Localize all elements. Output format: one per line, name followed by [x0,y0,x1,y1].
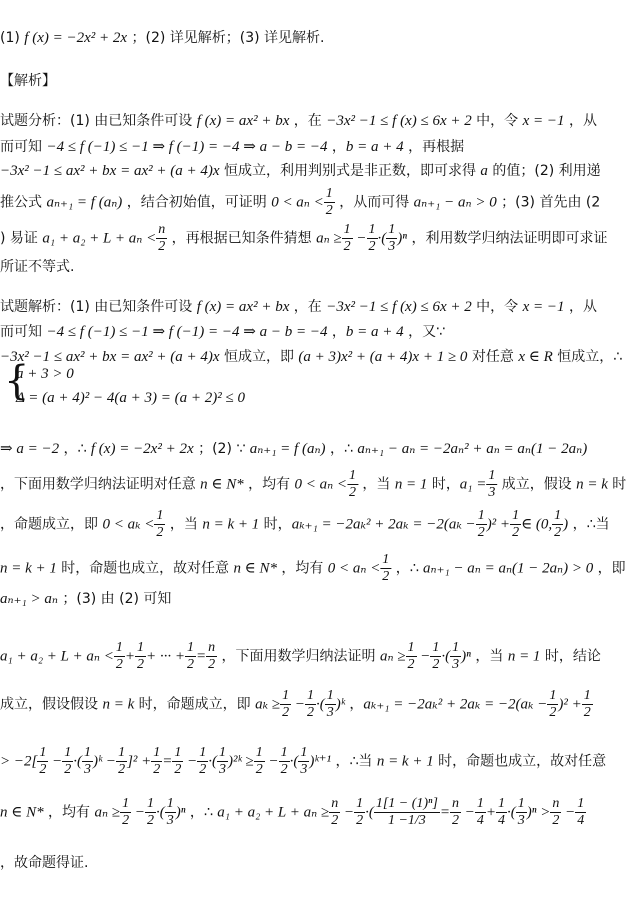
text: ，在 [289,113,327,129]
fraction: $\frac{1}{2}$ [39,745,47,777]
text: ，当 [165,516,203,533]
text: 而可知 [0,324,47,340]
formula: = [162,753,173,770]
fraction: $\frac{1}{2}$ [136,640,144,672]
fraction: $\frac{1}{2}$ [477,508,485,540]
solution-line-2 [0,321,445,341]
text: 恒成立，利用判别式是非正数，即可求得 [219,163,481,179]
formula: )ᵏ⁺¹ [309,753,331,770]
formula: −3x² −1 ≤ ax² + bx = ax² + (a + 4)x [0,349,220,365]
text: ，从 [564,113,597,129]
formula: ·( [507,804,516,821]
formula: )² + [558,696,582,713]
solution-line-9 [0,640,601,673]
fraction: $\frac{1}{4}$ [476,796,484,828]
formula: )ⁿ > [526,804,551,821]
text: 推公式 [0,194,47,211]
formula: n = k + 1 [376,753,434,770]
system-row-1: a + 3 > 0 [16,366,74,382]
formula: n ∈ N* [200,476,244,493]
fraction: $\frac{1}{3}$ [166,796,174,828]
formula: − [461,804,475,821]
text: ，∴ [185,804,218,821]
text: 对任意 [467,349,519,365]
text: ，当 [357,476,395,493]
formula: f (x) = −2x² + 2x [90,441,194,457]
fraction: $\frac{1}{2}$ [432,640,440,672]
formula: n = 1 [394,476,428,493]
formula: )ⁿ [175,804,186,821]
text: 成立，假设 [497,476,577,493]
text: ，均有 [243,476,295,493]
text: ；(2) ∵ [193,441,250,457]
solution-line-5 [0,468,626,501]
text: 中，令 [471,299,523,315]
formula: > −2[ [0,753,38,770]
text: ， [327,139,346,155]
text: ，∴ [325,441,358,457]
fraction: $\frac{1}{3}$ [300,745,308,777]
fraction: $\frac{1}{2}$ [306,688,314,720]
system-row-2: Δ = (a + 4)² − 4(a + 3) = (a + 2)² ≤ 0 [16,390,245,406]
text: ，再根据 [403,139,465,155]
formula: − [264,753,279,770]
formula: aₙ ≥ [379,648,406,665]
solution-line-12 [0,796,586,829]
text: 中，令 [471,113,523,129]
formula: b = a + 4 [345,324,404,340]
text: ，利用数学归纳法证明即可求证 [407,230,608,247]
fraction: $\frac{1}{3}$ [517,796,525,828]
text: ，均有 [276,560,328,577]
formula: x = −1 [522,299,565,315]
text: ，∴当 [331,753,377,770]
analysis-line-4 [0,186,600,219]
formula: = [195,648,207,665]
answer-prefix: (1) [0,30,25,46]
formula: 0 < aₖ < [102,516,155,533]
solution-line-6 [0,508,610,541]
fraction: $\frac{1}{2}$ [348,468,356,500]
formula: ∈ (0, [521,516,553,533]
text: ，均有 [43,804,95,821]
fraction: $\frac{1}{3}$ [219,745,227,777]
formula: ·( [441,648,451,665]
formula: n ∈ N* [0,804,44,821]
text: ，当 [470,648,508,665]
analysis-line-2 [0,136,464,156]
fraction: $\frac{1}{2}$ [282,688,290,720]
formula: 0 < aₙ < [294,476,347,493]
formula: n = 1 [507,648,541,665]
text: 恒成立，即 [219,349,299,365]
fraction: $\frac{1}{2}$ [64,745,72,777]
solution-line-10 [0,688,593,721]
formula: a₁ + a₂ + L + aₙ < [42,230,157,247]
text: ，∴ [391,560,424,577]
text: ，下面用数学归纳法证明对任意 [0,476,201,493]
solution-line-3 [0,346,622,366]
fraction: $\frac{1}{4}$ [577,796,585,828]
fraction: $\frac{1}{2}$ [407,640,415,672]
fraction: $\frac{n}{2}$ [158,222,166,254]
formula: a₁ + a₂ + L + aₙ ≥ [217,804,330,821]
fraction: $\frac{1}{2}$ [122,796,130,828]
formula: −3x² −1 ≤ ax² + bx = ax² + (a + 4)x [0,163,220,179]
formula: aₙ₊₁ − aₙ = aₙ(1 − 2aₙ) > 0 [423,560,594,577]
formula: ·( [365,804,374,821]
fraction: $\frac{1}{2}$ [512,508,520,540]
formula: )ⁿ [397,230,408,247]
formula: aₖ ≥ [255,696,281,713]
fraction: $\frac{1}{2}$ [549,688,557,720]
system-brace: { [4,358,30,404]
text: 试题分析：(1) 由已知条件可设 [0,113,197,129]
formula: ·( [289,753,299,770]
formula: aₙ₊₁ > aₙ [0,591,58,607]
text: ，再根据已知条件猜想 [167,230,317,247]
solution-line-8 [0,588,171,608]
solution-line-4 [0,438,587,458]
formula: + [124,648,135,665]
text: 时， [259,516,292,533]
formula: ·( [315,696,325,713]
fraction: $\frac{1}{3}$ [388,222,396,254]
fraction: $\frac{1}{2}$ [118,745,126,777]
text: 时，命题成立，即 [134,696,256,713]
formula: − [183,753,198,770]
formula: − [48,753,63,770]
formula: ·( [155,804,165,821]
text: ，∴当 [568,516,610,533]
formula: a [480,163,488,179]
formula: n = k + 1 [0,560,57,577]
formula: n ∈ N* [233,560,277,577]
formula: n = k + 1 [202,516,260,533]
formula: − [416,648,431,665]
formula: aₙ₊₁ − aₙ = −2aₙ² + aₙ = aₙ(1 − 2aₙ) [357,441,588,457]
fraction: $\frac{1}{2}$ [146,796,154,828]
text: ， [344,696,364,713]
text: ，从而可得 [334,194,414,211]
fraction: $\frac{1}{2}$ [255,745,263,777]
formula: )ᵏ [335,696,345,713]
text: ，结合初始值，可证明 [122,194,272,211]
text: ，∴ [59,441,91,457]
fraction: $\frac{1}{3}$ [488,468,496,500]
fraction: $\frac{1}{2}$ [325,186,333,218]
formula: ·( [377,230,387,247]
formula: b = a + 4 [345,139,404,155]
formula: )ⁿ [461,648,471,665]
answer-rest: ；(2) 详见解析；(3) 详见解析. [127,30,325,46]
formula: ⇒ a = −2 [0,441,60,457]
fraction: $\frac{1}{2}$ [356,796,364,828]
formula: f (x) = ax² + bx [196,299,290,315]
formula: aₖ₊₁ = −2aₖ² + 2aₖ = −2(aₖ − [363,696,548,713]
fraction: $\frac{1}{2}$ [153,745,161,777]
formula: ]² + [127,753,152,770]
formula: −4 ≤ f (−1) ≤ −1 ⇒ f (−1) = −4 ⇒ a − b = −4 [46,324,328,340]
fraction: $\frac{1}{2}$ [343,222,351,254]
fraction: $\frac{1}{2}$ [156,508,164,540]
analysis-line-1 [0,110,597,130]
formula: ·( [73,753,82,770]
fraction: $\frac{1}{2}$ [280,745,288,777]
formula: − [291,696,305,713]
formula: + [485,804,497,821]
text: ，在 [289,299,327,315]
text: 成立，假设假设 [0,696,103,713]
formula: ) [563,516,569,533]
fraction: $\frac{n}{2}$ [452,796,460,828]
formula: aₙ ≥ [94,804,121,821]
fraction: $\frac{n}{2}$ [331,796,339,828]
formula: + ··· + [145,648,185,665]
formula: )ᵏ − [92,753,117,770]
formula: ·( [208,753,218,770]
fraction: $\frac{1}{3}$ [83,745,91,777]
solution-line-11 [0,745,606,778]
fraction: $\frac{1}{2}$ [199,745,207,777]
formula: aₙ₊₁ = f (aₙ) [46,194,123,211]
text: 时 [607,476,627,493]
formula: − [352,230,367,247]
formula: = [439,804,451,821]
text: ，又∵ [403,324,446,340]
text: 时，命题也成立，故对任意 [433,753,607,770]
formula: a₁ + a₂ + L + aₙ < [0,648,114,665]
fraction: $\frac{1}{4}$ [498,796,506,828]
text: ，从 [564,299,597,315]
text: ， [327,324,346,340]
formula: a₁ = [459,476,487,493]
formula: )²ᵏ ≥ [228,753,254,770]
big-fraction: $\frac{\text{1[1 − (1)ⁿ]}}{1 -1/3}$ [375,796,438,828]
section-title: 【解析】 [0,73,56,89]
fraction: $\frac{1}{2}$ [174,745,182,777]
fraction: $\frac{n}{2}$ [552,796,560,828]
text: 时，命题也成立，故对任意 [56,560,234,577]
formula: n = k [102,696,135,713]
text: 恒成立，∴ [552,349,623,365]
formula: − [561,804,576,821]
formula: aₙ₊₁ − aₙ > 0 [413,194,497,211]
text: 而可知 [0,139,47,155]
formula: f (x) = ax² + bx [196,113,290,129]
formula: )² + [486,516,511,533]
fraction: $\frac{1}{2}$ [382,552,390,584]
text: 的值；(2) 利用递 [487,163,601,179]
formula: −4 ≤ f (−1) ≤ −1 ⇒ f (−1) = −4 ⇒ a − b = −4 [46,139,328,155]
formula: n = k [576,476,608,493]
text: ) 易证 [0,230,43,247]
text: ，命题成立，即 [0,516,103,533]
analysis-line-6: 所证不等式. [0,259,75,275]
formula: −3x² −1 ≤ f (x) ≤ 6x + 2 [326,299,472,315]
formula: (a + 3)x² + (a + 4)x + 1 ≥ 0 [298,349,468,365]
solution-line-7 [0,552,626,585]
formula: aₙ ≥ [316,230,342,247]
answer-function: f (x) = −2x² + 2x [24,30,128,46]
formula: 0 < aₙ < [327,560,381,577]
fraction: $\frac{1}{2}$ [583,688,591,720]
fraction: $\frac{1}{3}$ [326,688,334,720]
fraction: $\frac{1}{2}$ [554,508,562,540]
analysis-line-3 [0,160,601,180]
formula: 0 < aₙ < [271,194,324,211]
answer-line [0,27,325,47]
analysis-line-5 [0,222,607,255]
text: ，即 [593,560,626,577]
text: 试题解析：(1) 由已知条件可设 [0,299,197,315]
formula: x ∈ R [518,349,553,365]
formula: aₙ₊₁ = f (aₙ) [249,441,326,457]
formula: −3x² −1 ≤ f (x) ≤ 6x + 2 [326,113,472,129]
text: ，下面用数学归纳法证明 [217,648,380,665]
fraction: $\frac{n}{2}$ [208,640,216,672]
formula: − [131,804,145,821]
fraction: $\frac{1}{2}$ [115,640,123,672]
text: 时，结论 [540,648,601,665]
solution-line-1 [0,296,597,316]
formula: aₖ₊₁ = −2aₖ² + 2aₖ = −2(aₖ − [291,516,476,533]
fraction: $\frac{1}{3}$ [452,640,460,672]
formula: − [340,804,355,821]
text: ；(3) 由 (2) 可知 [57,591,172,607]
text: ；(3) 首先由 (2 [496,194,601,211]
fraction: $\frac{1}{2}$ [186,640,194,672]
formula: x = −1 [522,113,565,129]
solution-line-13: ，故命题得证. [0,855,89,871]
text: 时， [427,476,460,493]
fraction: $\frac{1}{2}$ [368,222,376,254]
